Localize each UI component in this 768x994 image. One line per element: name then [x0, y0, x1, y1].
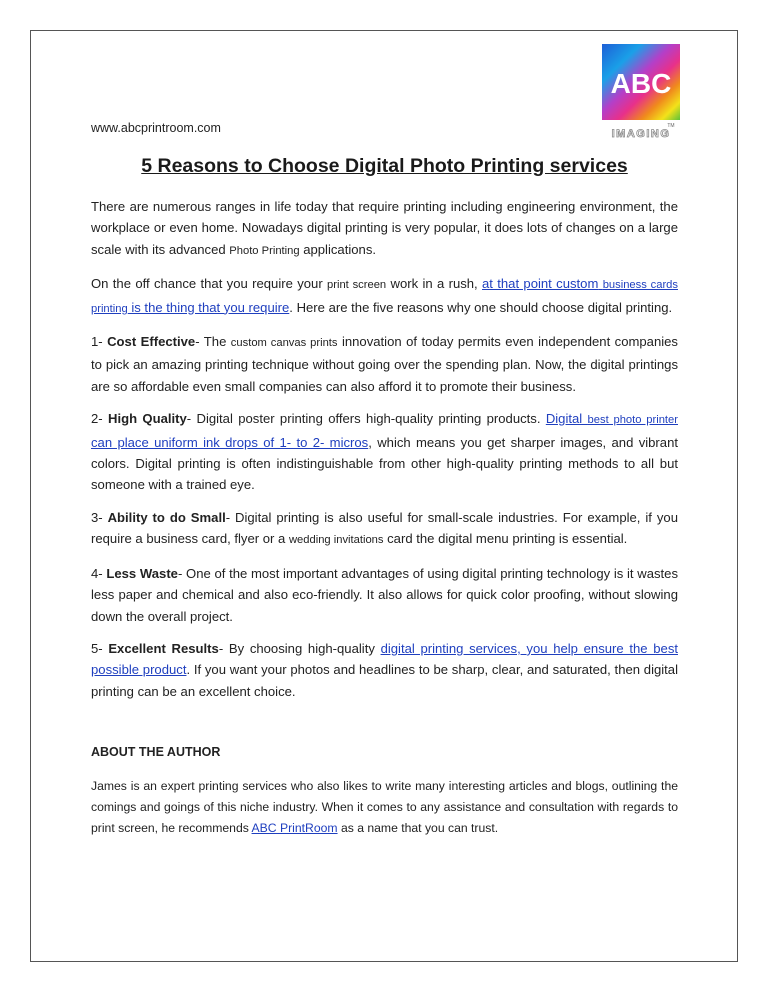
reason-text: - One of the most important advantages of using digital printing technology is it wastes less paper and chemical and also eco-friendly. It also allows for quick color proofing, without slowing down the overall project. [91, 565, 679, 624]
reason-title: Cost Effective [107, 334, 196, 350]
reason-number: 3- [91, 509, 108, 525]
logo-letters: ABC [610, 68, 672, 99]
intro-text: . Here are the five reasons why one should choose digital printing. [289, 299, 673, 315]
intro-text: applications. [299, 241, 377, 257]
reason-number: 1- [91, 334, 108, 350]
page-title: 5 Reasons to Choose Digital Photo Printing services [141, 155, 628, 177]
intro-text: work in a rush, [386, 276, 483, 292]
reason-text: - Digital printing is also useful for small-scale industries. For example, if you require a business card, flyer or a [91, 509, 678, 547]
link-text: business cards printing [91, 279, 678, 315]
abc-printroom-link[interactable]: ABC PrintRoom [251, 821, 338, 836]
reason-4 [91, 563, 678, 627]
reason-1 [91, 331, 678, 397]
author-text: James is an expert printing services who also likes to write many interesting articles and blogs, outlining the comings and goings of this niche industry. When it comes to any assistance and consultation with regards to print screen, he recommends [91, 778, 678, 836]
logo-tagline: IMAGING [611, 128, 671, 139]
reason-text: innovation of today permits even independent companies to pick an amazing printing technique without going over the spending plan. Now, the digital printings are so affordable even small companies can also afford it to promote their business. [91, 334, 678, 394]
logo-tm: TM [667, 123, 675, 129]
link-text: is the thing that you require [127, 299, 290, 315]
intro-text: There are numerous ranges in life today that require printing including engineering environment, the workplace or even home. Nowadays digital printing is very popular, it does lots of changes on a large scale with its advanced [91, 199, 678, 257]
reason-keyword: wedding invitations [288, 534, 384, 547]
reason-title: Ability to do Small [107, 509, 226, 525]
intro-text: On the off chance that you require your [91, 276, 328, 292]
reason-text: - By choosing high-quality [218, 640, 381, 656]
intro-paragraph-1 [91, 196, 678, 262]
article-body [91, 196, 678, 850]
reason-title: Excellent Results [108, 640, 219, 656]
reason-3 [91, 507, 678, 552]
reason-text: , which means you get sharper images, and vibrant colors. Digital printing is often indistinguishable from other high-quality printing methods to all but someone with a trained eye. [91, 434, 678, 493]
about-author-text [91, 776, 678, 840]
about-author-heading: ABOUT THE AUTHOR [91, 745, 221, 760]
reason-title: Less Waste [106, 565, 178, 581]
reason-5 [91, 638, 678, 702]
link-text: Digital [545, 411, 588, 427]
link-text: at that point custom [482, 276, 599, 292]
reason-keyword: custom canvas prints [230, 337, 338, 350]
digital-printing-services-link[interactable]: digital printing services, you help ensure the best possible product [91, 640, 678, 678]
reason-text: - The [195, 334, 231, 350]
link-text: best photo printer [587, 414, 678, 427]
reason-text: - Digital poster printing offers high-quality printing products. [186, 411, 546, 427]
intro-keyword: print screen [327, 279, 387, 292]
reason-number: 5- [91, 640, 109, 656]
reason-text: card the digital menu printing is essential. [383, 531, 628, 547]
reason-number: 2- [91, 411, 108, 427]
site-url: www.abcprintroom.com [91, 121, 221, 135]
reason-title: High Quality [107, 411, 187, 427]
intro-keyword: Photo Printing [229, 244, 300, 257]
abc-imaging-logo [601, 43, 681, 139]
reason-number: 4- [91, 565, 107, 581]
link-text: can place uniform ink drops of 1- to 2- micros [91, 434, 369, 450]
intro-paragraph-2 [91, 273, 678, 320]
reason-text: . If you want your photos and headlines to be sharp, clear, and saturated, then digital printing can be an excellent choice. [91, 662, 678, 699]
author-text: as a name that you can trust. [337, 821, 499, 836]
reason-2 [91, 408, 678, 496]
